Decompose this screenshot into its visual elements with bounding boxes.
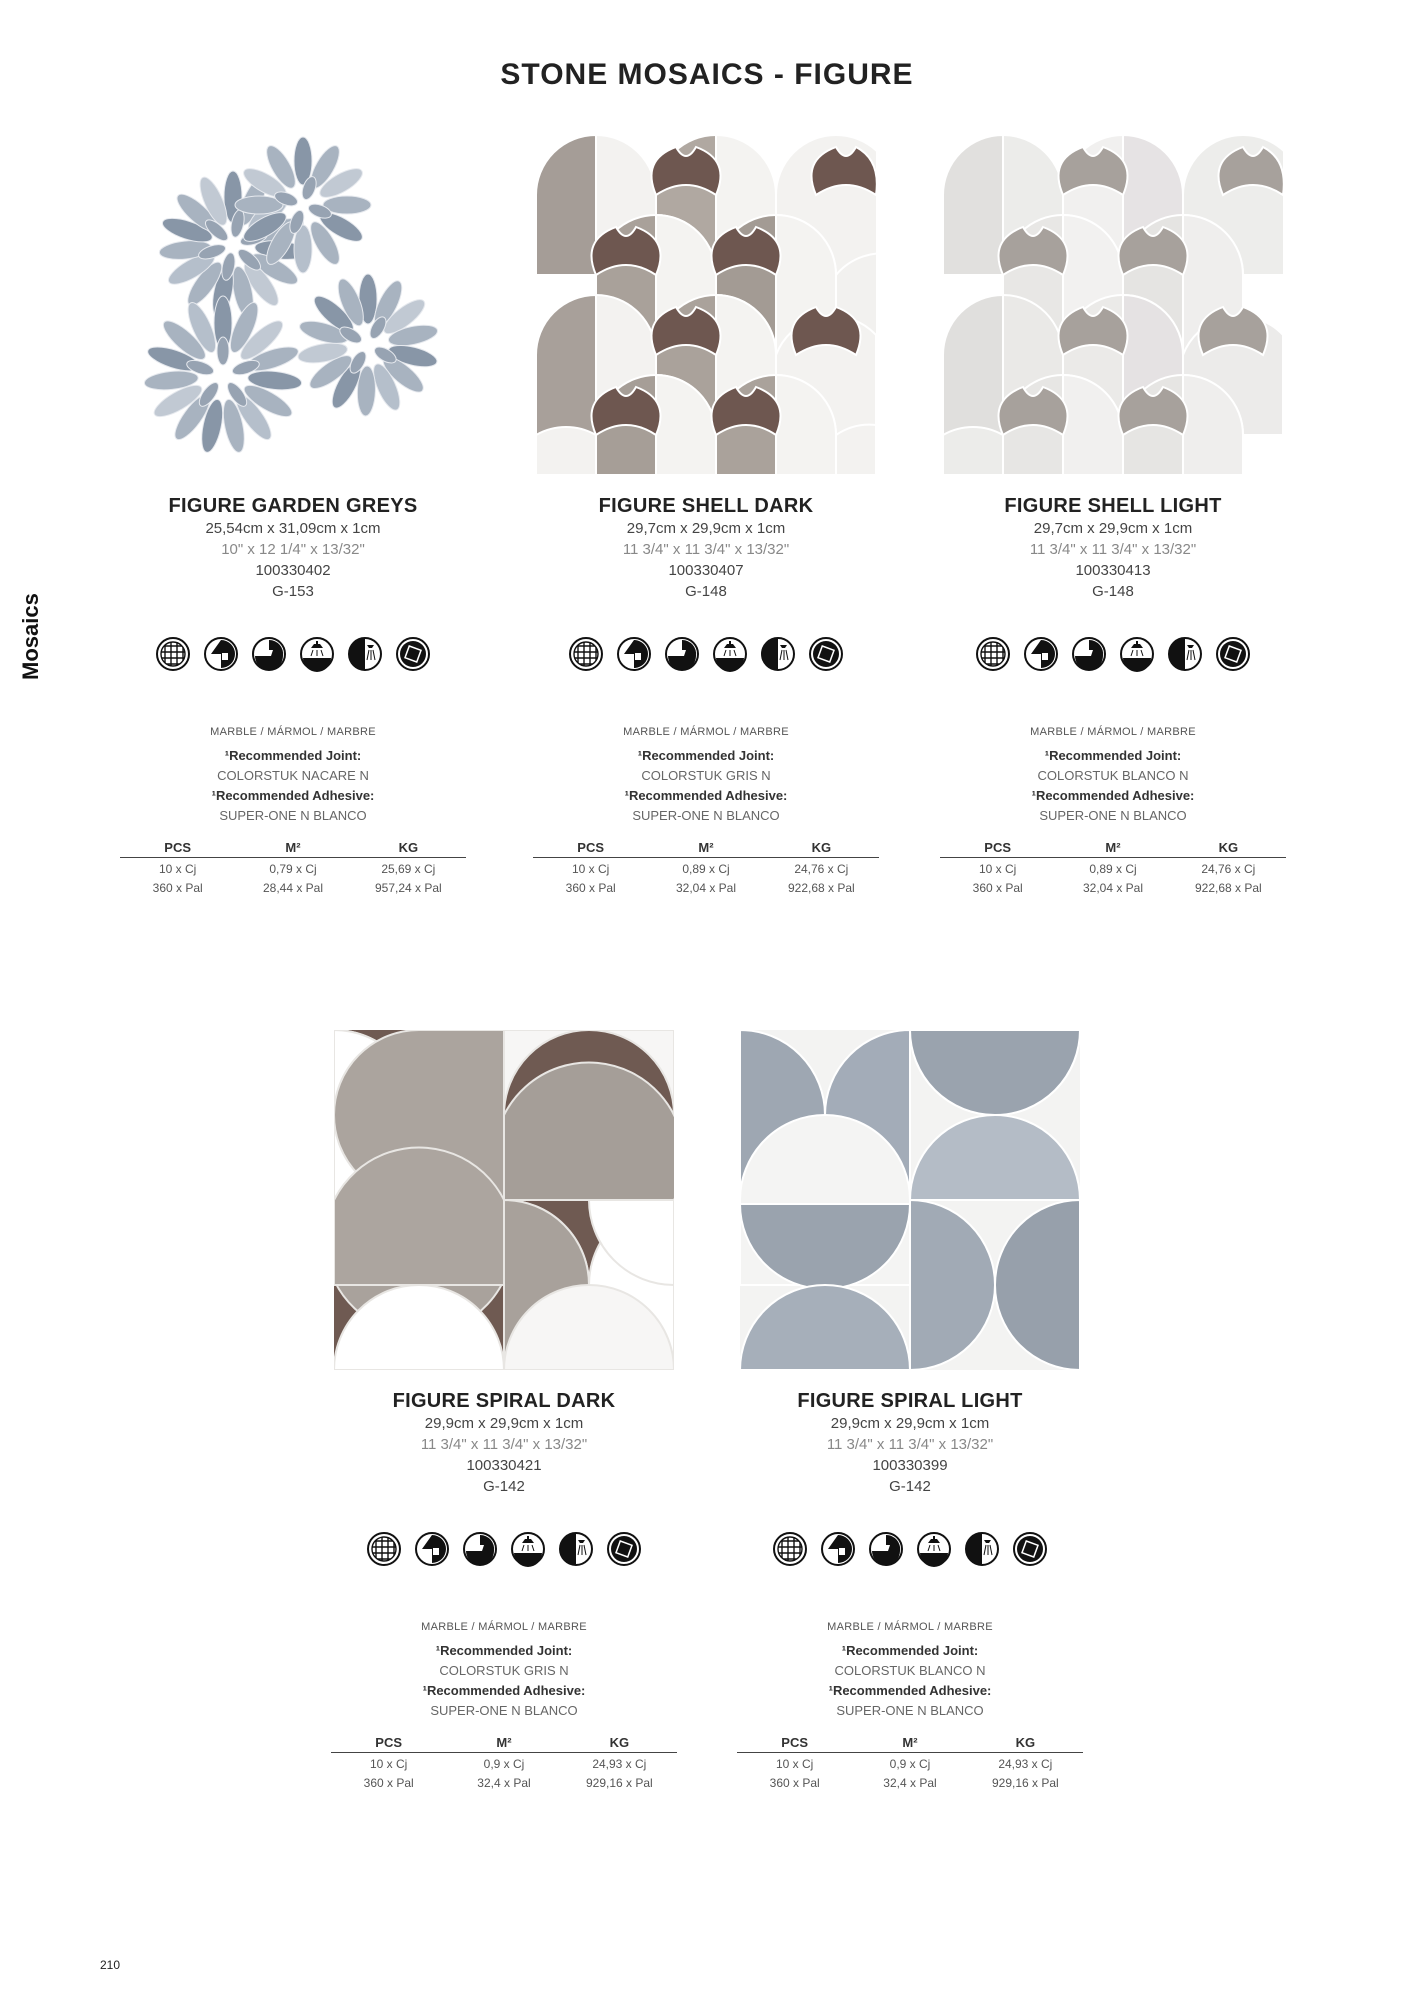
- interior-floor-icon: [1071, 636, 1107, 672]
- recommendations: [940, 746, 1286, 826]
- usage-icons: [940, 636, 1286, 672]
- product-ref: G-153: [272, 583, 314, 600]
- product-swatch-shell-dark: [536, 135, 876, 475]
- product-code: 100330413: [1075, 562, 1151, 579]
- col-m2: M²: [235, 840, 350, 858]
- table-row: [331, 1774, 677, 1793]
- adhesive-label: ¹Recommended Adhesive:: [211, 788, 375, 803]
- cell: 360 x Pal: [972, 881, 1023, 895]
- cell: 24,76 x Cj: [794, 862, 849, 876]
- adhesive-label: ¹Recommended Adhesive:: [828, 1683, 992, 1698]
- cell: 10 x Cj: [158, 862, 197, 876]
- col-m2: M²: [648, 840, 763, 858]
- adhesive-value: SUPER-ONE N BLANCO: [1039, 808, 1187, 823]
- product-swatch-spiral-dark: [334, 1030, 674, 1370]
- joint-label: ¹Recommended Joint:: [841, 1643, 979, 1658]
- product-card-spiral-dark: [331, 1030, 677, 1793]
- product-card-spiral-light: [737, 1030, 1083, 1793]
- cell: 10 x Cj: [775, 1757, 814, 1771]
- interior-floor-icon: [868, 1531, 904, 1567]
- cell: 24,93 x Cj: [592, 1757, 647, 1771]
- tile-square-icon: [606, 1531, 642, 1567]
- shower-wall-icon: [964, 1531, 1000, 1567]
- adhesive-value: SUPER-ONE N BLANCO: [632, 808, 780, 823]
- interior-wall-icon: [820, 1531, 856, 1567]
- cell: 929,16 x Pal: [585, 1776, 653, 1790]
- product-code: 100330407: [668, 562, 744, 579]
- mesh-grid-icon: [772, 1531, 808, 1567]
- dimensions-cm: 29,7cm x 29,9cm x 1cm: [626, 520, 786, 537]
- cell: 32,04 x Pal: [675, 881, 737, 895]
- cell: 32,04 x Pal: [1082, 881, 1144, 895]
- mesh-grid-icon: [975, 636, 1011, 672]
- col-m2: M²: [852, 1735, 967, 1753]
- material-label: MARBLE / MÁRMOL / MARBRE: [421, 1621, 587, 1633]
- cell: 360 x Pal: [565, 881, 616, 895]
- table-row: [940, 858, 1286, 880]
- adhesive-label: ¹Recommended Adhesive:: [1031, 788, 1195, 803]
- recommendations: [120, 746, 466, 826]
- shower-wall-icon: [558, 1531, 594, 1567]
- side-label: Mosaics: [18, 593, 43, 680]
- dimensions-in: 11 3/4" x 11 3/4" x 13/32": [622, 541, 790, 558]
- material-label: MARBLE / MÁRMOL / MARBRE: [827, 1621, 993, 1633]
- adhesive-value: SUPER-ONE N BLANCO: [430, 1703, 578, 1718]
- cell: 10 x Cj: [369, 1757, 408, 1771]
- cell: 25,69 x Cj: [381, 862, 436, 876]
- cell: 922,68 x Pal: [1194, 881, 1262, 895]
- cell: 922,68 x Pal: [787, 881, 855, 895]
- cell: 32,4 x Pal: [477, 1776, 531, 1790]
- adhesive-value: SUPER-ONE N BLANCO: [219, 808, 367, 823]
- page-title: STONE MOSAICS - FIGURE: [500, 58, 914, 91]
- cell: 0,9 x Cj: [889, 1757, 931, 1771]
- table-row: [120, 879, 466, 898]
- mesh-grid-icon: [366, 1531, 402, 1567]
- table-row: [940, 879, 1286, 898]
- product-name: FIGURE SPIRAL LIGHT: [797, 1390, 1023, 1412]
- cell: 28,44 x Pal: [262, 881, 324, 895]
- cell: 360 x Pal: [152, 881, 203, 895]
- cell: 24,76 x Cj: [1201, 862, 1256, 876]
- shower-wall-icon: [347, 636, 383, 672]
- product-swatch-garden-greys: [123, 135, 463, 475]
- interior-wall-icon: [414, 1531, 450, 1567]
- joint-value: COLORSTUK BLANCO N: [1037, 768, 1189, 783]
- packaging-table: [533, 840, 879, 898]
- col-kg: KG: [351, 840, 466, 858]
- interior-wall-icon: [203, 636, 239, 672]
- shower-icon: [299, 636, 335, 672]
- joint-value: COLORSTUK GRIS N: [439, 1663, 569, 1678]
- recommendations: [533, 746, 879, 826]
- cell: 0,9 x Cj: [483, 1757, 525, 1771]
- table-row: [533, 858, 879, 880]
- interior-wall-icon: [1023, 636, 1059, 672]
- cell: 0,89 x Cj: [682, 862, 730, 876]
- cell: 360 x Pal: [363, 1776, 414, 1790]
- table-row: [737, 1774, 1083, 1793]
- cell: 10 x Cj: [571, 862, 610, 876]
- shower-icon: [510, 1531, 546, 1567]
- shower-icon: [712, 636, 748, 672]
- mesh-grid-icon: [568, 636, 604, 672]
- col-kg: KG: [1171, 840, 1286, 858]
- interior-floor-icon: [664, 636, 700, 672]
- adhesive-label: ¹Recommended Adhesive:: [422, 1683, 586, 1698]
- tile-square-icon: [1215, 636, 1251, 672]
- dimensions-in: 11 3/4" x 11 3/4" x 13/32": [420, 1436, 588, 1453]
- dimensions-in: 11 3/4" x 11 3/4" x 13/32": [826, 1436, 994, 1453]
- product-code: 100330399: [872, 1457, 948, 1474]
- product-card-shell-light: [940, 135, 1286, 898]
- joint-label: ¹Recommended Joint:: [435, 1643, 573, 1658]
- tile-square-icon: [395, 636, 431, 672]
- col-pcs: PCS: [940, 840, 1055, 858]
- shower-icon: [916, 1531, 952, 1567]
- joint-value: COLORSTUK BLANCO N: [834, 1663, 986, 1678]
- product-swatch-spiral-light: [740, 1030, 1080, 1370]
- col-m2: M²: [1055, 840, 1170, 858]
- product-ref: G-148: [685, 583, 727, 600]
- packaging-table: [120, 840, 466, 898]
- table-row: [331, 1753, 677, 1775]
- page-number: 210: [100, 1958, 121, 1972]
- table-row: [737, 1753, 1083, 1775]
- adhesive-value: SUPER-ONE N BLANCO: [836, 1703, 984, 1718]
- cell: 32,4 x Pal: [883, 1776, 937, 1790]
- interior-floor-icon: [251, 636, 287, 672]
- cell: 957,24 x Pal: [374, 881, 442, 895]
- cell: 24,93 x Cj: [998, 1757, 1053, 1771]
- usage-icons: [120, 636, 466, 672]
- product-name: FIGURE GARDEN GREYS: [168, 495, 418, 517]
- cell: 0,89 x Cj: [1089, 862, 1137, 876]
- product-ref: G-142: [889, 1478, 931, 1495]
- cell: 360 x Pal: [769, 1776, 820, 1790]
- col-kg: KG: [968, 1735, 1083, 1753]
- col-kg: KG: [764, 840, 879, 858]
- joint-value: COLORSTUK GRIS N: [641, 768, 771, 783]
- col-m2: M²: [446, 1735, 561, 1753]
- dimensions-cm: 29,9cm x 29,9cm x 1cm: [424, 1415, 584, 1432]
- joint-label: ¹Recommended Joint:: [1044, 748, 1182, 763]
- usage-icons: [737, 1531, 1083, 1567]
- tile-square-icon: [1012, 1531, 1048, 1567]
- dimensions-cm: 29,9cm x 29,9cm x 1cm: [830, 1415, 990, 1432]
- usage-icons: [533, 636, 879, 672]
- col-kg: KG: [562, 1735, 677, 1753]
- cell: 10 x Cj: [978, 862, 1017, 876]
- mesh-grid-icon: [155, 636, 191, 672]
- product-name: FIGURE SHELL LIGHT: [1004, 495, 1222, 517]
- material-label: MARBLE / MÁRMOL / MARBRE: [1030, 726, 1196, 738]
- adhesive-label: ¹Recommended Adhesive:: [624, 788, 788, 803]
- table-row: [120, 858, 466, 880]
- joint-value: COLORSTUK NACARE N: [217, 768, 369, 783]
- recommendations: [331, 1641, 677, 1721]
- shower-icon: [1119, 636, 1155, 672]
- usage-icons: [331, 1531, 677, 1567]
- product-swatch-shell-light: [943, 135, 1283, 475]
- dimensions-cm: 29,7cm x 29,9cm x 1cm: [1033, 520, 1193, 537]
- table-row: [533, 879, 879, 898]
- material-label: MARBLE / MÁRMOL / MARBRE: [210, 726, 376, 738]
- product-name: FIGURE SHELL DARK: [598, 495, 814, 517]
- col-pcs: PCS: [120, 840, 235, 858]
- shower-wall-icon: [760, 636, 796, 672]
- material-label: MARBLE / MÁRMOL / MARBRE: [623, 726, 789, 738]
- joint-label: ¹Recommended Joint:: [637, 748, 775, 763]
- col-pcs: PCS: [737, 1735, 852, 1753]
- cell: 929,16 x Pal: [991, 1776, 1059, 1790]
- product-card-shell-dark: [533, 135, 879, 898]
- interior-floor-icon: [462, 1531, 498, 1567]
- interior-wall-icon: [616, 636, 652, 672]
- product-code: 100330402: [255, 562, 331, 579]
- packaging-table: [331, 1735, 677, 1793]
- dimensions-cm: 25,54cm x 31,09cm x 1cm: [205, 520, 381, 537]
- product-name: FIGURE SPIRAL DARK: [392, 1390, 616, 1412]
- joint-label: ¹Recommended Joint:: [224, 748, 362, 763]
- dimensions-in: 11 3/4" x 11 3/4" x 13/32": [1029, 541, 1197, 558]
- product-card-garden-greys: [120, 135, 466, 898]
- col-pcs: PCS: [331, 1735, 446, 1753]
- shower-wall-icon: [1167, 636, 1203, 672]
- col-pcs: PCS: [533, 840, 648, 858]
- product-ref: G-148: [1092, 583, 1134, 600]
- packaging-table: [940, 840, 1286, 898]
- product-ref: G-142: [483, 1478, 525, 1495]
- dimensions-in: 10" x 12 1/4" x 13/32": [221, 541, 365, 558]
- cell: 0,79 x Cj: [269, 862, 317, 876]
- product-code: 100330421: [466, 1457, 542, 1474]
- recommendations: [737, 1641, 1083, 1721]
- packaging-table: [737, 1735, 1083, 1793]
- tile-square-icon: [808, 636, 844, 672]
